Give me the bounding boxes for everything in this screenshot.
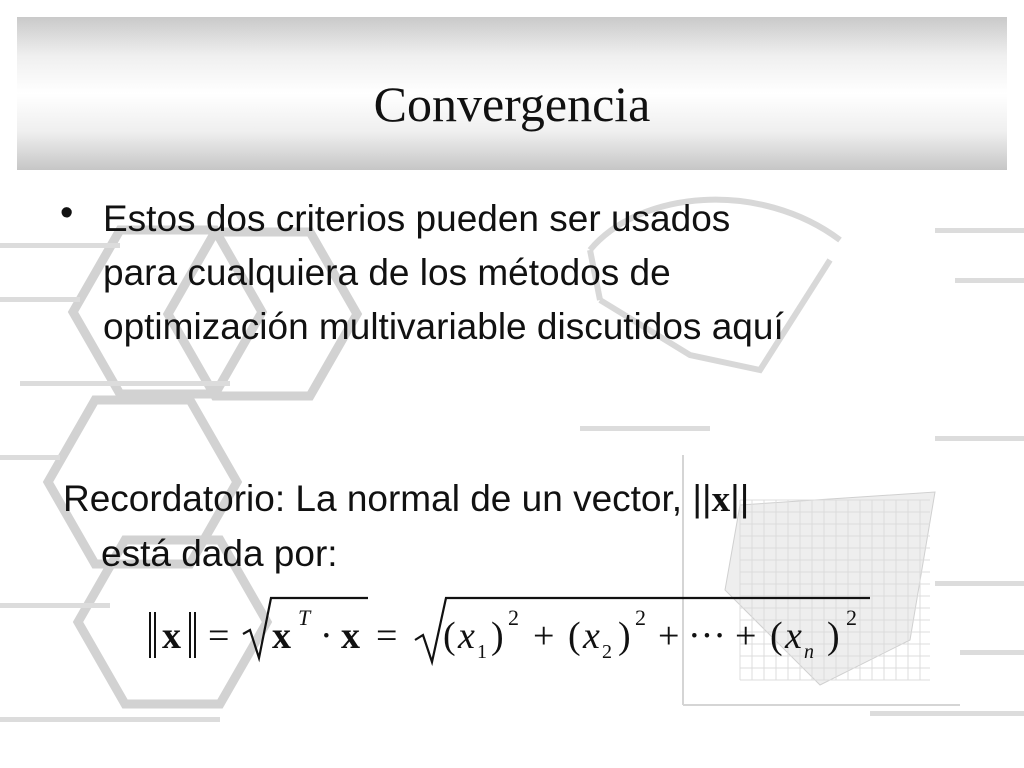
- norm-open: ||: [692, 478, 712, 519]
- bullet-marker: •: [60, 192, 74, 234]
- norm-formula: [140, 590, 880, 670]
- formula-var-1: x: [458, 615, 475, 657]
- formula-vec-1: x: [162, 615, 181, 657]
- bullet-text: Estos dos criterios pueden ser usados para cualquiera de los métodos de optimización multivariable discutidos aquí: [103, 198, 784, 347]
- formula-lparen-1: (: [443, 615, 456, 657]
- reminder-line2: está dada por:: [101, 533, 338, 574]
- formula-plus-2: +: [658, 615, 680, 657]
- reminder-prefix: Recordatorio: La normal de un vector,: [63, 478, 693, 519]
- slide-title: Convergencia: [373, 76, 651, 132]
- formula-var-n: x: [785, 615, 802, 657]
- formula-rparen-1: ): [491, 615, 504, 657]
- formula-power-1: 2: [508, 605, 519, 630]
- formula-vec-2: x: [272, 615, 291, 657]
- formula-sub-n: n: [804, 641, 814, 663]
- formula-equals-1: =: [208, 615, 230, 657]
- formula-plus-3: +: [735, 615, 757, 657]
- formula-var-2: x: [583, 615, 600, 657]
- formula-rparen-n: ): [827, 615, 840, 657]
- norm-close: ||: [730, 478, 750, 519]
- formula-vec-3: x: [341, 615, 360, 657]
- vector-symbol: x: [711, 479, 731, 520]
- formula-plus-1: +: [533, 615, 555, 657]
- reminder-paragraph: [63, 472, 963, 581]
- formula-sub-1: 1: [477, 641, 487, 663]
- formula-transpose: T: [298, 605, 311, 630]
- formula-rparen-2: ): [618, 615, 631, 657]
- formula-dot: ·: [320, 615, 333, 657]
- formula-ellipsis: ···: [688, 615, 726, 657]
- formula-power-2: 2: [635, 605, 646, 630]
- formula-sub-2: 2: [602, 641, 612, 663]
- formula-lparen-3: (: [770, 615, 783, 657]
- formula-equals-2: =: [376, 615, 398, 657]
- formula-power-n: 2: [846, 605, 857, 630]
- formula-lparen-2: (: [568, 615, 581, 657]
